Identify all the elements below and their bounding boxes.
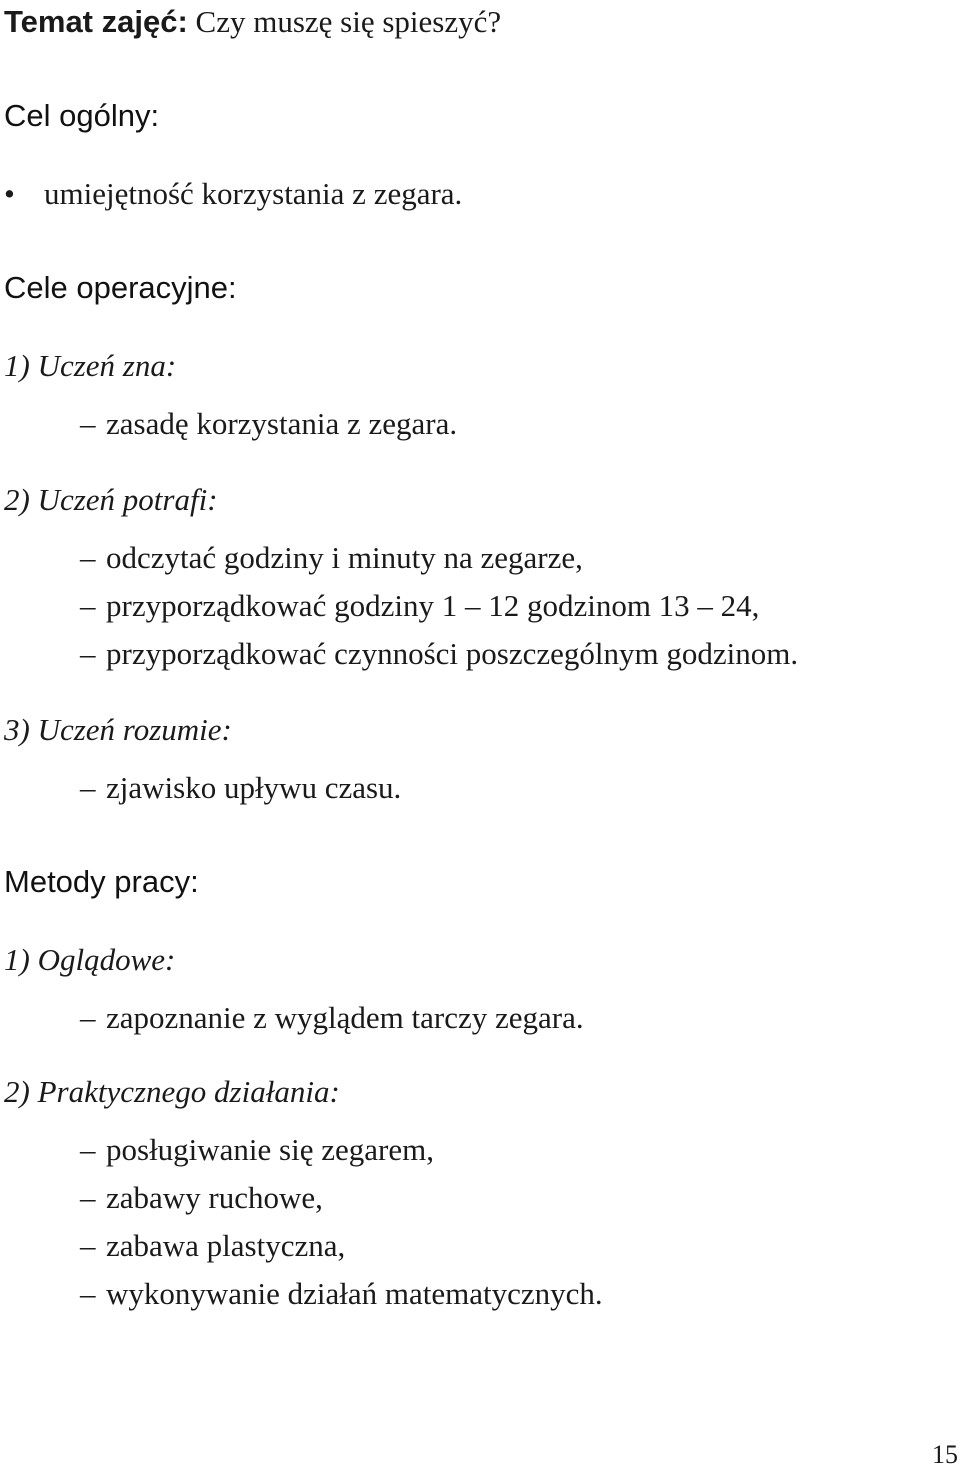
group-title-knows: 1) Uczeń zna: — [4, 348, 177, 383]
list-item-text: wykonywanie działań matematycznych. — [106, 1276, 603, 1311]
dash-icon: – — [80, 1228, 96, 1263]
list-item — [80, 1130, 434, 1170]
dash-icon: – — [80, 1000, 96, 1035]
list-item — [80, 404, 457, 444]
list-item — [80, 768, 401, 808]
group-title-observational: 1) Oglądowe: — [4, 942, 176, 977]
bullet-icon: • — [4, 176, 15, 211]
list-item — [80, 1178, 323, 1218]
general-goal-item — [4, 174, 462, 214]
operational-goals-heading: Cele operacyjne: — [4, 270, 237, 305]
dash-icon: – — [80, 1276, 96, 1311]
dash-icon: – — [80, 636, 96, 671]
group-title-practical: 2) Praktycznego działania: — [4, 1074, 340, 1109]
list-item-text: zjawisko upływu czasu. — [106, 770, 402, 805]
list-item-text: zabawy ruchowe, — [106, 1180, 323, 1215]
group-title-can: 2) Uczeń potrafi: — [4, 482, 218, 517]
list-item-text: zabawa plastyczna, — [106, 1228, 346, 1263]
methods-heading: Metody pracy: — [4, 864, 199, 899]
list-item — [80, 586, 759, 626]
dash-icon: – — [80, 588, 96, 623]
list-item-text: przyporządkować godziny 1 – 12 godzinom 13 – 24, — [106, 588, 760, 623]
page-number: 15 — [932, 1440, 958, 1469]
list-item — [80, 538, 583, 578]
list-item-text: zasadę korzystania z zegara. — [106, 406, 458, 441]
list-item-text: posługiwanie się zegarem, — [106, 1132, 434, 1167]
topic-label: Temat zajęć: — [4, 4, 188, 39]
general-goal-text: umiejętność korzystania z zegara. — [44, 176, 463, 211]
list-item — [80, 1226, 345, 1266]
topic-value: Czy muszę się spieszyć? — [195, 4, 502, 39]
list-item — [80, 998, 584, 1038]
list-item — [80, 634, 798, 674]
dash-icon: – — [80, 540, 96, 575]
dash-icon: – — [80, 1180, 96, 1215]
list-item-text: zapoznanie z wyglądem tarczy zegara. — [106, 1000, 584, 1035]
dash-icon: – — [80, 770, 96, 805]
general-goal-heading: Cel ogólny: — [4, 98, 160, 133]
topic-line — [4, 2, 501, 42]
dash-icon: – — [80, 406, 96, 441]
dash-icon: – — [80, 1132, 96, 1167]
group-title-understands: 3) Uczeń rozumie: — [4, 712, 232, 747]
list-item-text: odczytać godziny i minuty na zegarze, — [106, 540, 583, 575]
list-item — [80, 1274, 603, 1314]
list-item-text: przyporządkować czynności poszczególnym godzinom. — [106, 636, 799, 671]
